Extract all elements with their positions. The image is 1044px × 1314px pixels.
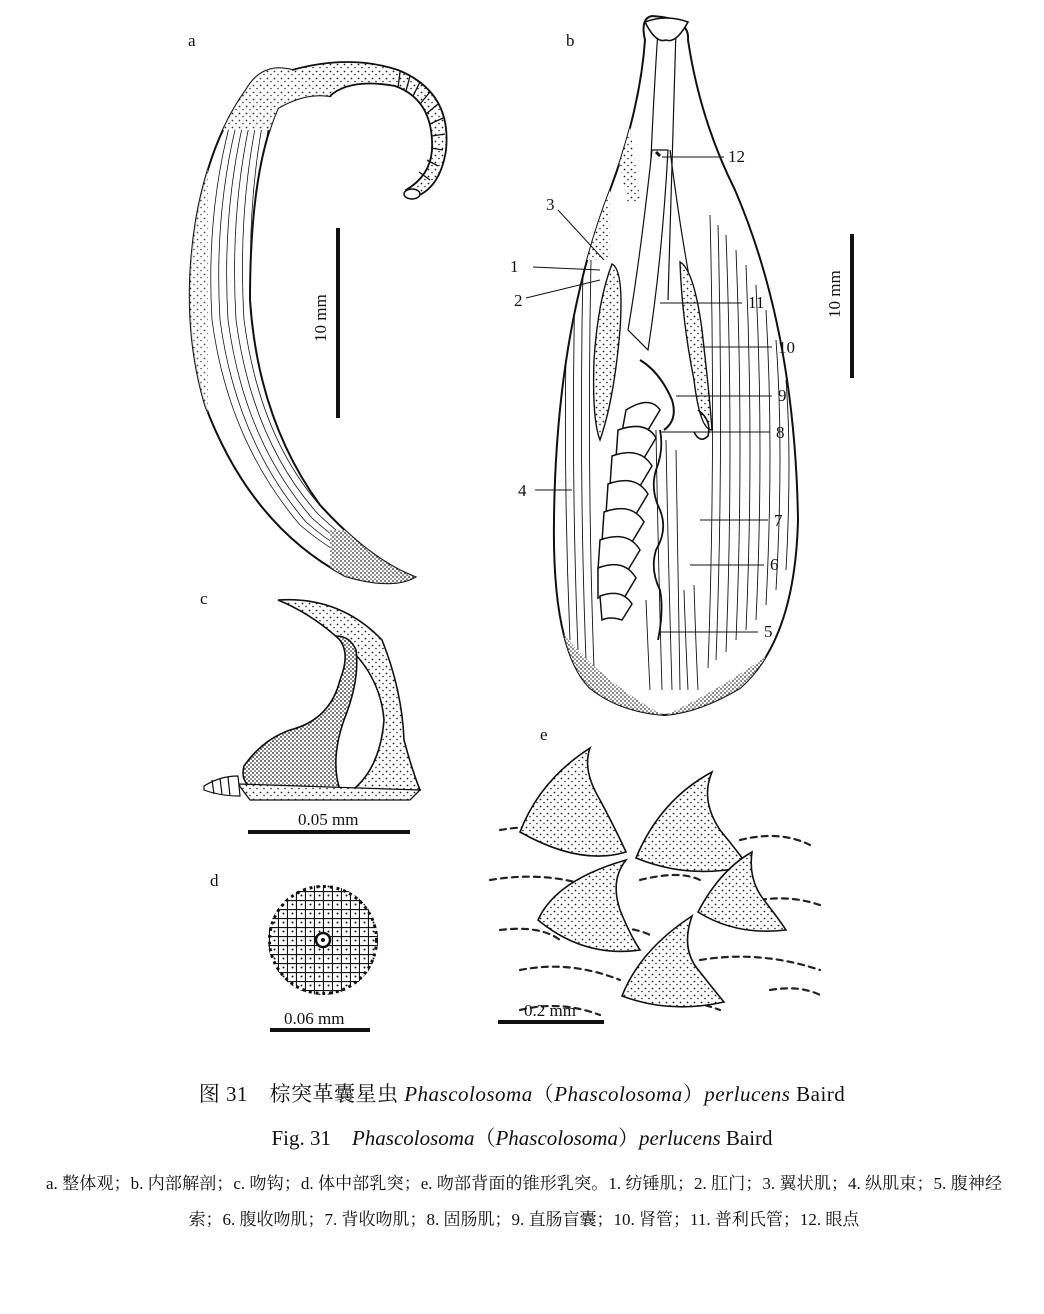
callout-12: 12: [728, 147, 745, 166]
caption-cn-prefix: 图 31 棕突革囊星虫: [198, 1082, 405, 1106]
callout-8: 8: [776, 423, 785, 442]
caption-en-author: Baird: [725, 1126, 773, 1150]
caption-cn-genus: Phascolosoma: [404, 1082, 533, 1106]
caption-legend: a. 整体观；b. 内部解剖；c. 吻钩；d. 体中部乳突；e. 吻部背面的锥形乳突。1. 纺锤肌；2. 肛门；3. 翼状肌；4. 纵肌束；5. 腹神经索；6. 腹收吻肌；7. 背收吻肌；8. 固肠肌；9. 直肠盲囊；10. 肾管；11. 普利氏管；12. 眼点: [46, 1174, 1002, 1229]
callout-2: 2: [514, 291, 523, 310]
panel-c: [200, 589, 420, 832]
callout-3: 3: [546, 195, 555, 214]
cone-1: [520, 748, 626, 856]
callout-6: 6: [770, 555, 779, 574]
caption-en-subgenus: Phascolosoma: [495, 1126, 618, 1150]
panel-d-letter: d: [210, 871, 219, 890]
panel-d-scale-label: 0.06 mm: [284, 1009, 345, 1028]
caption-cn-species: perlucens: [704, 1082, 791, 1106]
panel-b: [510, 16, 852, 716]
panel-a-letter: a: [188, 31, 196, 50]
panel-d: [210, 871, 378, 1030]
caption-cn-author: Baird: [796, 1082, 846, 1106]
panel-c-hook-inner: [243, 636, 357, 792]
panel-c-hook-spiral: [204, 776, 240, 796]
callout-5: 5: [764, 622, 773, 641]
caption-chinese: 图 31 棕突革囊星虫 Phascolosoma（Phascolosoma）perlucens Baird: [198, 1082, 846, 1106]
panel-c-letter: c: [200, 589, 208, 608]
cone-3: [538, 860, 640, 951]
panel-b-body-outline: [554, 16, 798, 715]
caption-en-species: perlucens: [638, 1126, 721, 1150]
callout-10: 10: [778, 338, 795, 357]
panel-e: [490, 725, 820, 1022]
caption-english: Fig. 31 Phascolosoma（Phascolosoma）perlucens Baird: [271, 1126, 773, 1150]
callout-7: 7: [774, 511, 783, 530]
panel-a: [180, 31, 447, 590]
panel-c-scale-label: 0.05 mm: [298, 810, 359, 829]
panel-b-scale-label: 10 mm: [825, 270, 844, 318]
panel-e-letter: e: [540, 725, 548, 744]
cone-2: [636, 772, 748, 871]
caption-cn-subgenus: Phascolosoma: [554, 1082, 683, 1106]
callout-4: 4: [518, 481, 527, 500]
panel-b-letter: b: [566, 31, 575, 50]
caption-en-genus: Phascolosoma: [351, 1126, 475, 1150]
panel-e-scale-label: 0.2 mm: [524, 1001, 576, 1020]
callout-1: 1: [510, 257, 519, 276]
panel-a-mouth: [404, 189, 420, 199]
callout-11: 11: [748, 293, 765, 312]
panel-a-scale-label: 10 mm: [311, 294, 330, 342]
caption-en-prefix: Fig. 31: [271, 1126, 352, 1150]
panel-a-introvert: [292, 62, 447, 198]
callout-9: 9: [778, 386, 787, 405]
